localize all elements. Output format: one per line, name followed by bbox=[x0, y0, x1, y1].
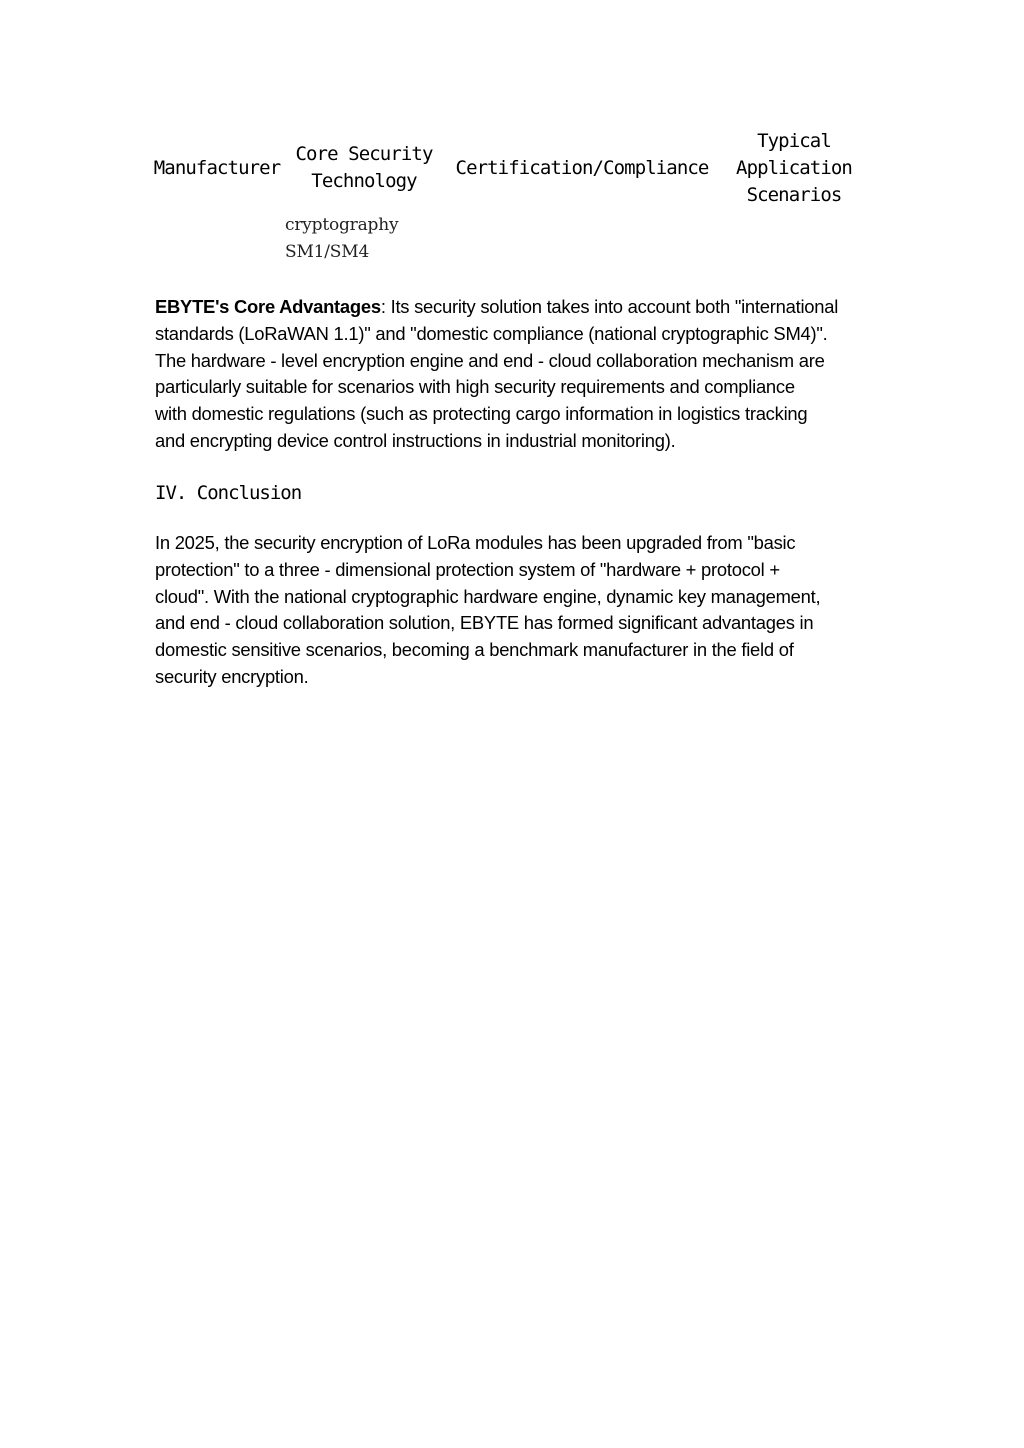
column-header-certification-compliance: Certification/Compliance bbox=[455, 156, 709, 179]
comparison-table-header bbox=[148, 126, 868, 210]
table-cell-line: SM1/SM4 bbox=[285, 242, 370, 262]
section-heading-conclusion: IV. Conclusion bbox=[155, 482, 302, 504]
paragraph-line: and encrypting device control instructions in industrial monitoring). bbox=[155, 429, 676, 451]
paragraph-line: In 2025, the security encryption of LoRa modules has been upgraded from "basic bbox=[155, 532, 796, 553]
paragraph-line: standards (LoRaWAN 1.1)" and "domestic compliance (national cryptographic SM4)". bbox=[155, 322, 828, 344]
paragraph-line: domestic sensitive scenarios, becoming a benchmark manufacturer in the field of bbox=[155, 639, 794, 661]
table-cell-line: cryptography bbox=[285, 215, 399, 235]
paragraph-line: security encryption. bbox=[155, 665, 309, 687]
column-header-typical-application-scenarios: Typical Application Scenarios bbox=[736, 129, 852, 206]
advantages-lead: EBYTE's Core Advantages bbox=[155, 296, 381, 317]
advantages-paragraph bbox=[155, 294, 885, 455]
paragraph-line: and end - cloud collaboration solution, EBYTE has formed significant advantages in bbox=[155, 612, 814, 634]
paragraph-line: particularly suitable for scenarios with high security requirements and compliance bbox=[155, 376, 795, 398]
paragraph-line: The hardware - level encryption engine and end - cloud collaboration mechanism are bbox=[155, 349, 825, 371]
paragraph-line: cloud". With the national cryptographic hardware engine, dynamic key management, bbox=[155, 585, 821, 607]
paragraph-line: with domestic regulations (such as protecting cargo information in logistics tracking bbox=[155, 403, 808, 425]
paragraph-line bbox=[155, 294, 885, 321]
column-header-manufacturer: Manufacturer bbox=[153, 156, 281, 179]
conclusion-paragraph bbox=[155, 530, 885, 691]
paragraph-line: protection" to a three - dimensional protection system of "hardware + protocol + bbox=[155, 558, 780, 580]
table-cell-core-security-technology bbox=[285, 212, 445, 266]
advantages-line-text: : Its security solution takes into account both "international bbox=[380, 296, 839, 317]
column-header-core-security-technology: Core Security Technology bbox=[295, 143, 433, 192]
